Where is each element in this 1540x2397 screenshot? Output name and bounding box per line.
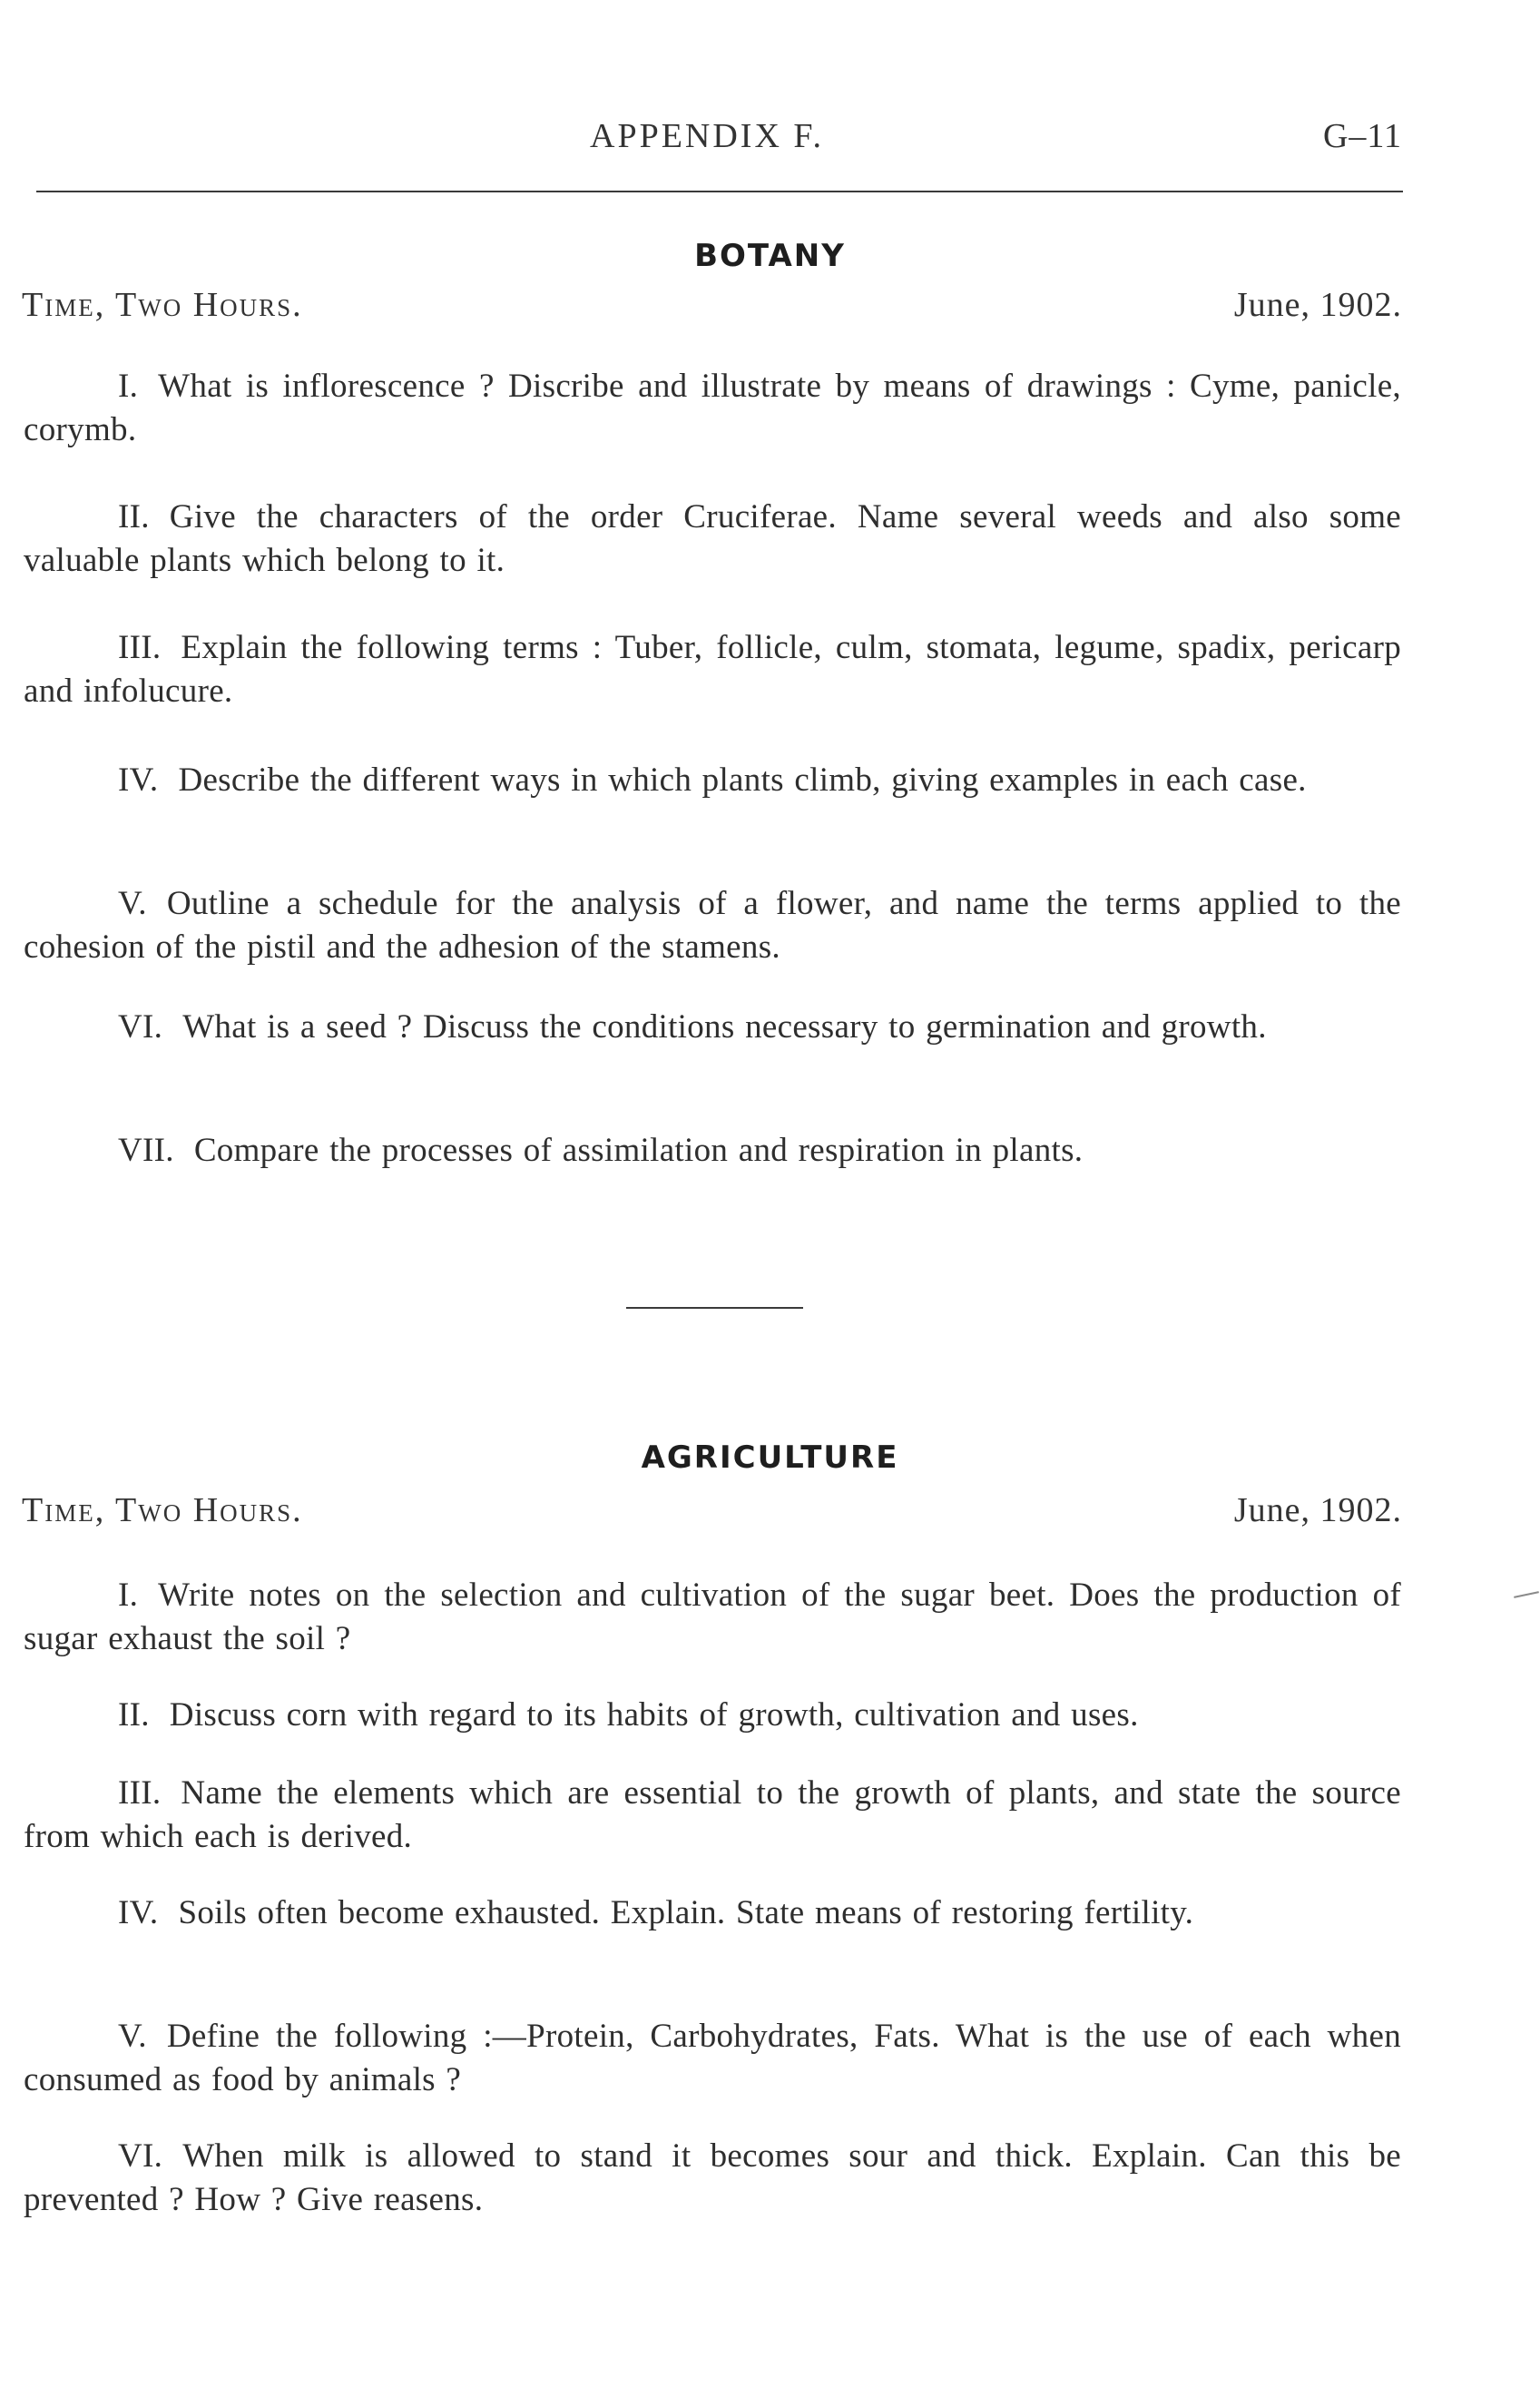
question-item: [24, 1891, 1401, 1935]
question-item: [24, 1772, 1401, 1859]
question-item: [24, 1574, 1401, 1661]
question-number: II.: [118, 498, 150, 535]
time-allowed: Time, Two Hours.: [22, 286, 303, 324]
question-number: IV.: [118, 1894, 159, 1931]
question-item: [24, 759, 1401, 802]
question-item: [24, 882, 1401, 969]
question-item: [24, 496, 1401, 583]
question-text: When milk is allowed to stand it becomes sour and thick. Explain. Can this be prevented ? How ? Give reasens.: [24, 2137, 1401, 2218]
section-divider: [626, 1307, 803, 1309]
question-item: [24, 626, 1401, 713]
exam-meta: [0, 285, 1540, 327]
exam-date: June, 1902.: [1233, 1491, 1402, 1529]
question-text: Define the following :—Protein, Carbohydrates, Fats. What is the use of each when consumed as food by animals ?: [24, 2018, 1401, 2098]
question-number: I.: [118, 1577, 139, 1614]
question-item: [24, 1694, 1401, 1737]
question-number: V.: [118, 885, 147, 922]
question-text: Name the elements which are essential to the growth of plants, and state the source from which each is derived.: [24, 1774, 1401, 1855]
question-number: IV.: [118, 761, 159, 799]
question-text: What is a seed ? Discuss the conditions necessary to germination and growth.: [182, 1008, 1267, 1046]
question-number: II.: [118, 1696, 150, 1734]
running-header: [0, 116, 1540, 162]
margin-mark: [1514, 1591, 1539, 1598]
question-item: [24, 1129, 1401, 1173]
section-title: BOTANY: [694, 238, 846, 274]
question-text: Outline a schedule for the analysis of a flower, and name the terms applied to the cohesion of the pistil and the adhesion of the stamens.: [24, 885, 1401, 966]
page-number: G–11: [1322, 117, 1402, 155]
exam-date: June, 1902.: [1233, 286, 1402, 324]
question-text: Write notes on the selection and cultivation of the sugar beet. Does the production of sugar exhaust the soil ?: [24, 1577, 1401, 1657]
section-title: AGRICULTURE: [641, 1439, 899, 1476]
question-number: VII.: [118, 1132, 174, 1169]
question-text: Discuss corn with regard to its habits of growth, cultivation and uses.: [169, 1696, 1139, 1734]
question-text: Describe the different ways in which plants climb, giving examples in each case.: [178, 761, 1307, 799]
question-item: [24, 2015, 1401, 2102]
question-text: What is inflorescence ? Discribe and illustrate by means of drawings : Cyme, panicle, corymb.: [24, 368, 1401, 448]
question-text: Compare the processes of assimilation and respiration in plants.: [193, 1132, 1084, 1169]
question-item: [24, 1006, 1401, 1049]
question-number: III.: [118, 1774, 162, 1812]
question-number: III.: [118, 629, 162, 666]
question-number: V.: [118, 2018, 147, 2055]
question-item: [24, 2135, 1401, 2222]
time-allowed: Time, Two Hours.: [22, 1491, 303, 1529]
question-number: VI.: [118, 1008, 163, 1046]
appendix-title: APPENDIX F.: [590, 117, 824, 155]
question-number: VI.: [118, 2137, 163, 2175]
question-text: Give the characters of the order Cruciferae. Name several weeds and also some valuable plants which belong to it.: [24, 498, 1401, 579]
question-item: [24, 365, 1401, 452]
header-rule: [36, 191, 1403, 192]
question-text: Soils often become exhausted. Explain. State means of restoring fertility.: [178, 1894, 1194, 1931]
question-number: I.: [118, 368, 139, 405]
exam-meta: [0, 1490, 1540, 1532]
question-text: Explain the following terms : Tuber, follicle, culm, stomata, legume, spadix, pericarp and infolucure.: [24, 629, 1401, 710]
